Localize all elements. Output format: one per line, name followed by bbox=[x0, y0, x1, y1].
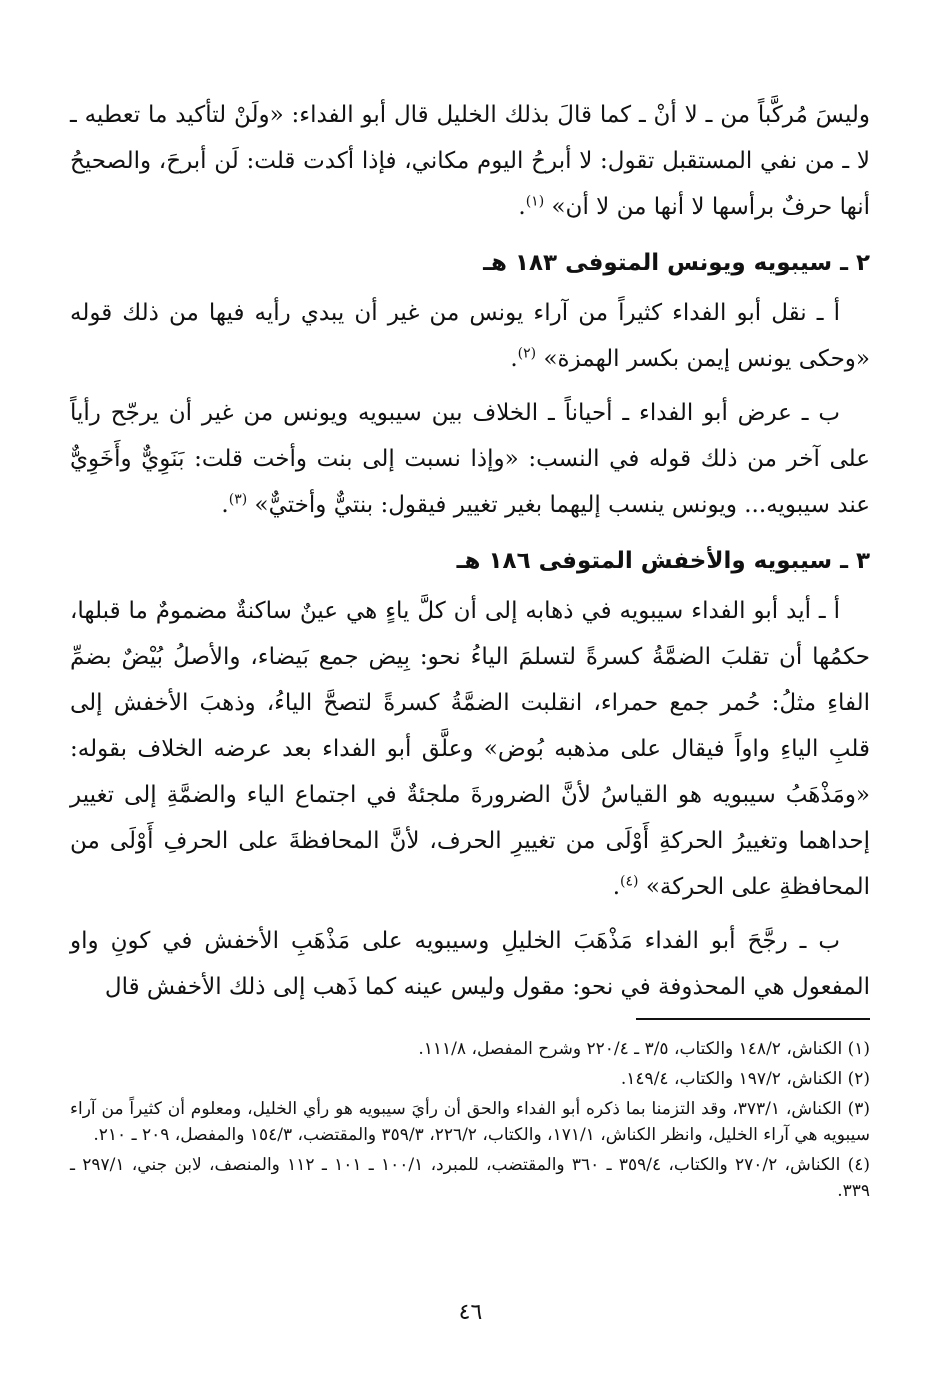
main-text bbox=[70, 92, 870, 1010]
paragraph-5: ب ـ رجَّحَ أبو الفداء مَذْهَبَ الخليلِ وسيبويه على مَذْهَبِ الأخفش في كونِ واو المفعول هي المحذوفة في نحو: مقول وليس عينه كما ذَهب إلى ذلك الأخفش قال bbox=[70, 928, 870, 1000]
paragraph-4: أ ـ أيد أبو الفداء سيبويه في ذهابه إلى أن كلَّ ياءٍ هي عينٌ ساكنةٌ مضمومٌ ما قبلها، حكمُها أن تقلبَ الضمَّةُ كسرةً لتسلمَ الياءُ نحو: بِيض جمع بَيضاء، والأصلُ بُيْضٌ بضمِّ الفاءِ مثلُ: حُمر جمع حمراء، انقلبت الضمَّةُ كسرةً لتصحَّ الياءُ، وذهبَ الأخفش إلى قلبِ الياءِ واواً فيقال على مذهبه بُوض» وعلَّق أبو الفداء بعد عرضه الخلاف بقوله: «ومَذْهَبُ سيبويه هو القياسُ لأنَّ الضرورةَ ملجئةٌ في اجتماع الياء والضمَّةِ إلى تغيير إحداهما وتغييرُ الحركةِ أَوْلَى من تغييرِ الحرف، لأنَّ المحافظةَ على الحرفِ أَوْلَى من المحافظةِ على الحركة» $^{(٤)}$. bbox=[70, 598, 870, 900]
footnote-1: (١) الكناش، ١٤٨/٢ والكتاب، ٣/٥ ـ ٢٢٠/٤ وشرح المفصل، ١١١/٨. bbox=[418, 1039, 870, 1059]
paragraph-2-text: أ ـ نقل أبو الفداء كثيراً من آراء يونس من غير أن يبدي رأيه فيها من ذلك قوله «وحكى يونس إيمن بكسر الهمزة» bbox=[70, 300, 870, 372]
footnote-4: (٤) الكناش، ٢٧٠/٢ والكتاب، ٣٥٩/٤ ـ ٣٦٠ والمقتضب، للمبرد، ١٠٠/١ ـ ١٠١ ـ ١١٢ والمنصف، لابن جني، ٢٩٧/١ ـ ٣٣٩. bbox=[70, 1155, 871, 1201]
paragraph-1: وليسَ مُركَّباً من ـ لا أنْ ـ كما قالَ بذلك الخليل قال أبو الفداء: «ولَنْ لتأكيد ما تعطيه ـ لا ـ من نفي المستقبل تقول: لا أبرحُ اليوم مكاني، فإذا أكدت قلت: لَن أبرحَ، والصحيحُ أنها حرفٌ برأسها لا أنها من لا أن» $^{(١)}$. bbox=[70, 102, 870, 220]
footnote-ref-4[interactable]: (٤) bbox=[620, 873, 639, 890]
footnote-ref-1[interactable]: (١) bbox=[525, 193, 545, 210]
paragraph-4-text: أ ـ أيد أبو الفداء سيبويه في ذهابه إلى أن كلَّ ياءٍ هي عينٌ ساكنةٌ مضمومٌ ما قبلها، حكمُها أن تقلبَ الضمَّةُ كسرةً لتسلمَ الياءُ نحو: بِيض جمع بَيضاء، والأصلُ بُيْضٌ بضمِّ الفاءِ مثلُ: حُمر جمع حمراء، انقلبت الضمَّةُ كسرةً لتصحَّ الياءُ، وذهبَ الأخفش إلى قلبِ الياءِ واواً فيقال على مذهبه بُوض» وعلَّق أبو الفداء بعد عرضه الخلاف بقوله: «ومَذْهَبُ سيبويه هو القياسُ لأنَّ الضرورةَ ملجئةٌ في اجتماع الياء والضمَّةِ إلى تغيير إحداهما وتغييرُ الحركةِ أَوْلَى من تغييرِ الحرف، لأنَّ المحافظةَ على الحرفِ أَوْلَى من المحافظةِ على الحركة» bbox=[70, 598, 870, 900]
section-heading-3: ٣ ـ سيبويه والأخفش المتوفى ١٨٦ هـ bbox=[456, 548, 870, 574]
footnote-2: (٢) الكناش، ١٩٧/٢ والكتاب، ١٤٩/٤. bbox=[620, 1069, 870, 1089]
footnote-ref-3[interactable]: (٣) bbox=[228, 491, 248, 508]
paragraph-2: أ ـ نقل أبو الفداء كثيراً من آراء يونس من غير أن يبدي رأيه فيها من ذلك قوله «وحكى يونس إيمن بكسر الهمزة» $^{(٢)}$. bbox=[70, 300, 870, 372]
paragraph-3: ب ـ عرض أبو الفداء ـ أحياناً ـ الخلاف بين سيبويه ويونس من غير أن يرجّح رأياً على آخر من ذلك قوله في النسب: «وإذا نسبت إلى بنت وأخت قلت: بَنَوِيٌّ وأَخَوِيٌّ عند سيبويه... ويونس ينسب إليهما بغير تغيير فيقول: بنتيٌّ وأختيٌّ» $^{(٣)}$. bbox=[70, 400, 870, 518]
paragraph-3-text: ب ـ عرض أبو الفداء ـ أحياناً ـ الخلاف بين سيبويه ويونس من غير أن يرجّح رأياً على آخر من ذلك قوله في النسب: «وإذا نسبت إلى بنت وأخت قلت: بَنَوِيٌّ وأَخَوِيٌّ عند سيبويه... ويونس ينسب إليهما بغير تغيير فيقول: بنتيٌّ وأختيٌّ» bbox=[70, 400, 870, 518]
section-heading-2: ٢ ـ سيبويه ويونس المتوفى ١٨٣ هـ bbox=[483, 250, 870, 276]
paragraph-1-text: وليسَ مُركَّباً من ـ لا أنْ ـ كما قالَ بذلك الخليل قال أبو الفداء: «ولَنْ لتأكيد ما تعطيه ـ لا ـ من نفي المستقبل تقول: لا أبرحُ اليوم مكاني، فإذا أكدت قلت: لَن أبرحَ، والصحيحُ أنها حرفٌ برأسها لا أنها من لا أن» bbox=[70, 102, 870, 220]
footnotes bbox=[70, 1036, 870, 1208]
footnote-3: (٣) الكناش، ٣٧٣/١، وقد التزمنا بما ذكره أبو الفداء والحق أن رأيَ سيبويه هو رأي الخليل، ومعلوم أن كثيراً من آراء سيبويه هي آراء الخليل، وانظر الكناش، ١٧١/١، والكتاب، ٢٢٦/٢، ٣٥٩/٣ والمقتضب، ١٥٤/٣ والمفصل، ٢٠٩ ـ ٢١٠. bbox=[70, 1099, 871, 1145]
footnote-ref-2[interactable]: (٢) bbox=[517, 345, 537, 362]
page-number: ٤٦ bbox=[458, 1300, 483, 1325]
footnote-divider bbox=[636, 1018, 870, 1020]
